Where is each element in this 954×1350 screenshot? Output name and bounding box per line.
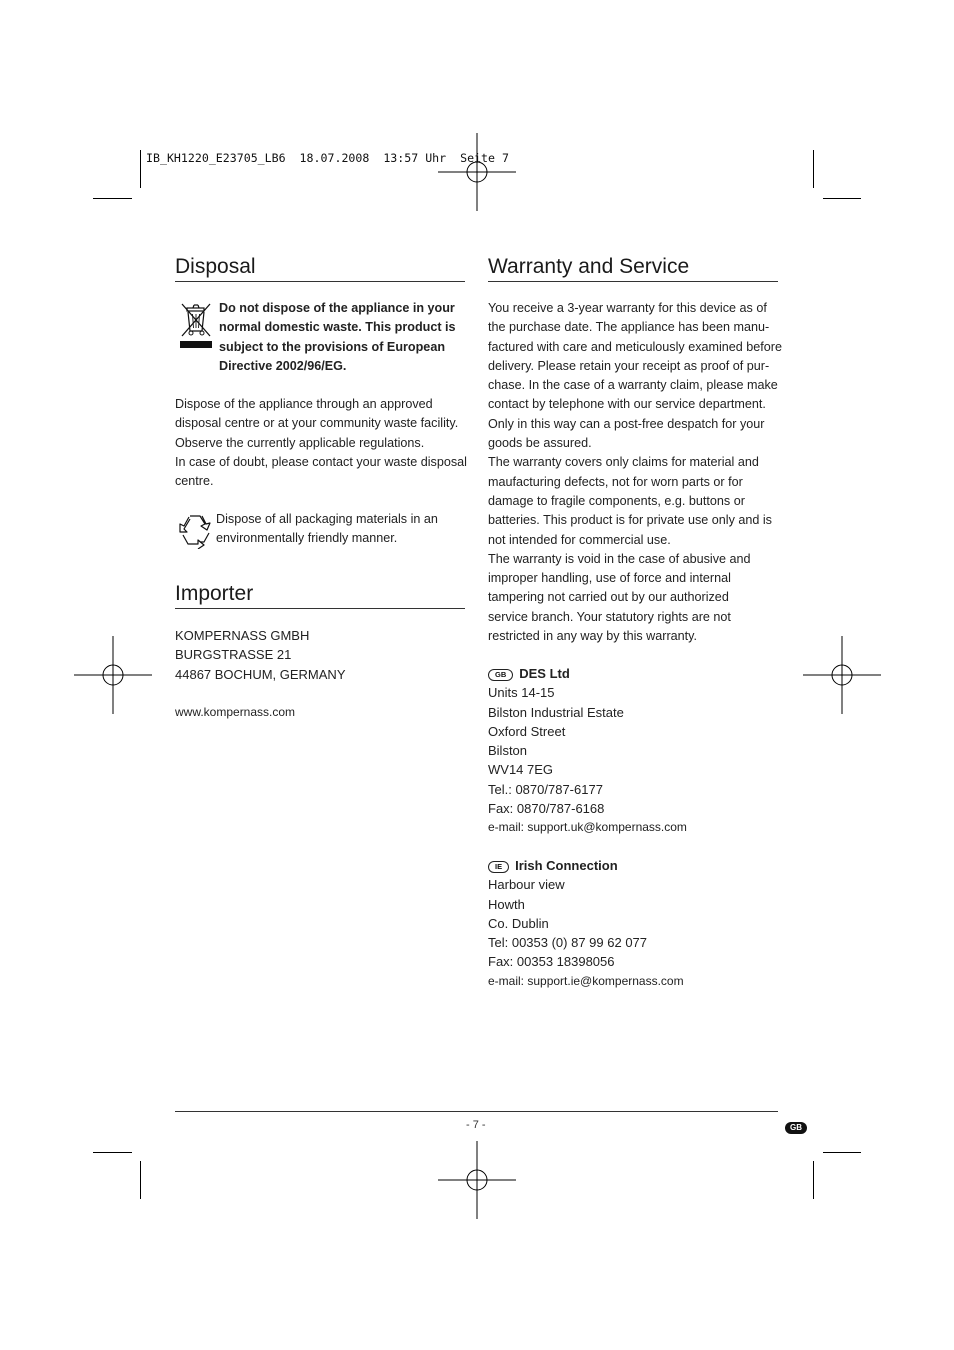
warranty-line: tampering not carried out by our authorized	[488, 590, 729, 605]
gb-country-badge: GB	[488, 669, 513, 681]
importer-rule	[175, 608, 465, 609]
registration-mark-icon	[438, 1141, 516, 1219]
service-ie-line: Fax: 00353 18398056	[488, 954, 615, 970]
address-line: BURGSTRASSE 21	[175, 647, 292, 663]
importer-heading: Importer	[175, 582, 254, 605]
disposal-heading: Disposal	[175, 255, 256, 278]
warranty-line: goods be assured.	[488, 436, 592, 451]
disposal-paragraph	[175, 395, 467, 491]
registration-mark-icon	[803, 636, 881, 714]
warranty-rule	[488, 281, 778, 282]
footer-rule	[175, 1111, 778, 1112]
service-ie-line: Tel: 00353 (0) 87 99 62 077	[488, 935, 648, 951]
warranty-line: chase. In the case of a warranty claim, please make	[488, 378, 778, 393]
service-ie-line: Howth	[488, 896, 525, 912]
warranty-line: delivery. Please retain your receipt as proof of pur-	[488, 358, 770, 373]
warning-line: Do not dispose of the appliance in your	[219, 301, 455, 315]
importer-website[interactable]: www.kompernass.com	[175, 705, 296, 719]
warranty-heading: Warranty and Service	[488, 255, 690, 278]
warranty-text	[488, 299, 782, 646]
service-gb-line: Tel.: 0870/787-6177	[488, 781, 603, 797]
service-ie	[488, 856, 684, 991]
disposal-warning	[219, 299, 456, 376]
service-gb-line: Units 14-15	[488, 685, 555, 701]
warranty-line: Only in this way can a post-free despatch for your	[488, 416, 765, 431]
paragraph-line: Observe the currently applicable regulations.	[175, 435, 425, 450]
service-ie-line: Harbour view	[488, 877, 565, 893]
warranty-line: The warranty is void in the case of abusive and	[488, 551, 751, 566]
paragraph-line: centre.	[175, 474, 214, 489]
service-ie-email[interactable]: e-mail: support.ie@kompernass.com	[488, 973, 684, 988]
service-ie-name: Irish Connection	[515, 858, 618, 873]
warranty-line: batteries. This product is for private use only and is	[488, 513, 772, 528]
importer-address	[175, 626, 346, 684]
paragraph-line: In case of doubt, please contact your waste disposal	[175, 454, 467, 469]
warranty-line: contact by telephone with our service department.	[488, 397, 766, 412]
print-slug: IB_KH1220_E23705_LB6 18.07.2008 13:57 Uhr Seite 7	[146, 151, 509, 165]
crop-mark	[813, 150, 814, 188]
warning-line: Directive 2002/96/EG.	[219, 358, 347, 373]
service-gb-line: Bilston Industrial Estate	[488, 704, 624, 720]
warranty-line: factured with care and meticulously examined before	[488, 339, 783, 354]
crop-mark	[93, 198, 132, 199]
address-line: KOMPERNASS GMBH	[175, 628, 310, 643]
warranty-line: improper handling, use of force and internal	[488, 571, 731, 586]
warning-line: normal domestic waste. This product is	[219, 320, 456, 335]
packaging-line: Dispose of all packaging materials in an	[216, 512, 438, 526]
crop-mark	[140, 150, 141, 188]
warranty-line: maufacturing defects, not for worn parts or for	[488, 474, 743, 489]
recycling-icon	[176, 511, 214, 549]
service-gb-email[interactable]: e-mail: support.uk@kompernass.com	[488, 820, 687, 835]
service-gb-header	[488, 664, 687, 683]
warranty-line: You receive a 3-year warranty for this device as of	[488, 301, 767, 315]
language-badge: GB	[785, 1122, 807, 1134]
service-gb-line: Oxford Street	[488, 723, 566, 739]
service-gb	[488, 664, 687, 838]
crossed-out-wheelie-bin-icon	[179, 301, 213, 351]
address-line: 44867 BOCHUM, GERMANY	[175, 666, 346, 682]
warranty-line: not intended for commercial use.	[488, 532, 671, 547]
service-gb-line: Fax: 0870/787-6168	[488, 801, 605, 817]
registration-mark-icon	[74, 636, 152, 714]
crop-mark	[93, 1152, 132, 1153]
service-gb-line: Bilston	[488, 743, 528, 759]
ie-country-badge: IE	[488, 861, 509, 873]
warranty-line: damage to fragile components, e.g. buttons or	[488, 493, 745, 508]
disposal-rule	[175, 281, 465, 282]
warranty-line: service branch. Your statutory rights are not	[488, 609, 731, 624]
paragraph-line: disposal centre or at your community waste facility.	[175, 416, 459, 431]
warranty-line: the purchase date. The appliance has been manu-	[488, 320, 770, 335]
crop-mark	[823, 1152, 861, 1153]
service-gb-line: WV14 7EG	[488, 762, 554, 778]
packaging-note	[216, 510, 438, 549]
service-ie-header	[488, 856, 684, 875]
crop-mark	[140, 1161, 141, 1199]
warranty-line: restricted in any way by this warranty.	[488, 629, 698, 644]
crop-mark	[813, 1161, 814, 1199]
page-number: - 7 -	[466, 1119, 486, 1131]
paragraph-line: Dispose of the appliance through an approved	[175, 397, 433, 411]
warning-line: subject to the provisions of European	[219, 339, 446, 354]
packaging-line: environmentally friendly manner.	[216, 531, 398, 546]
registration-mark-icon	[438, 133, 516, 211]
service-ie-line: Co. Dublin	[488, 915, 549, 931]
service-gb-name: DES Ltd	[519, 666, 570, 681]
crop-mark	[823, 198, 861, 199]
warranty-line: The warranty covers only claims for material and	[488, 455, 759, 470]
